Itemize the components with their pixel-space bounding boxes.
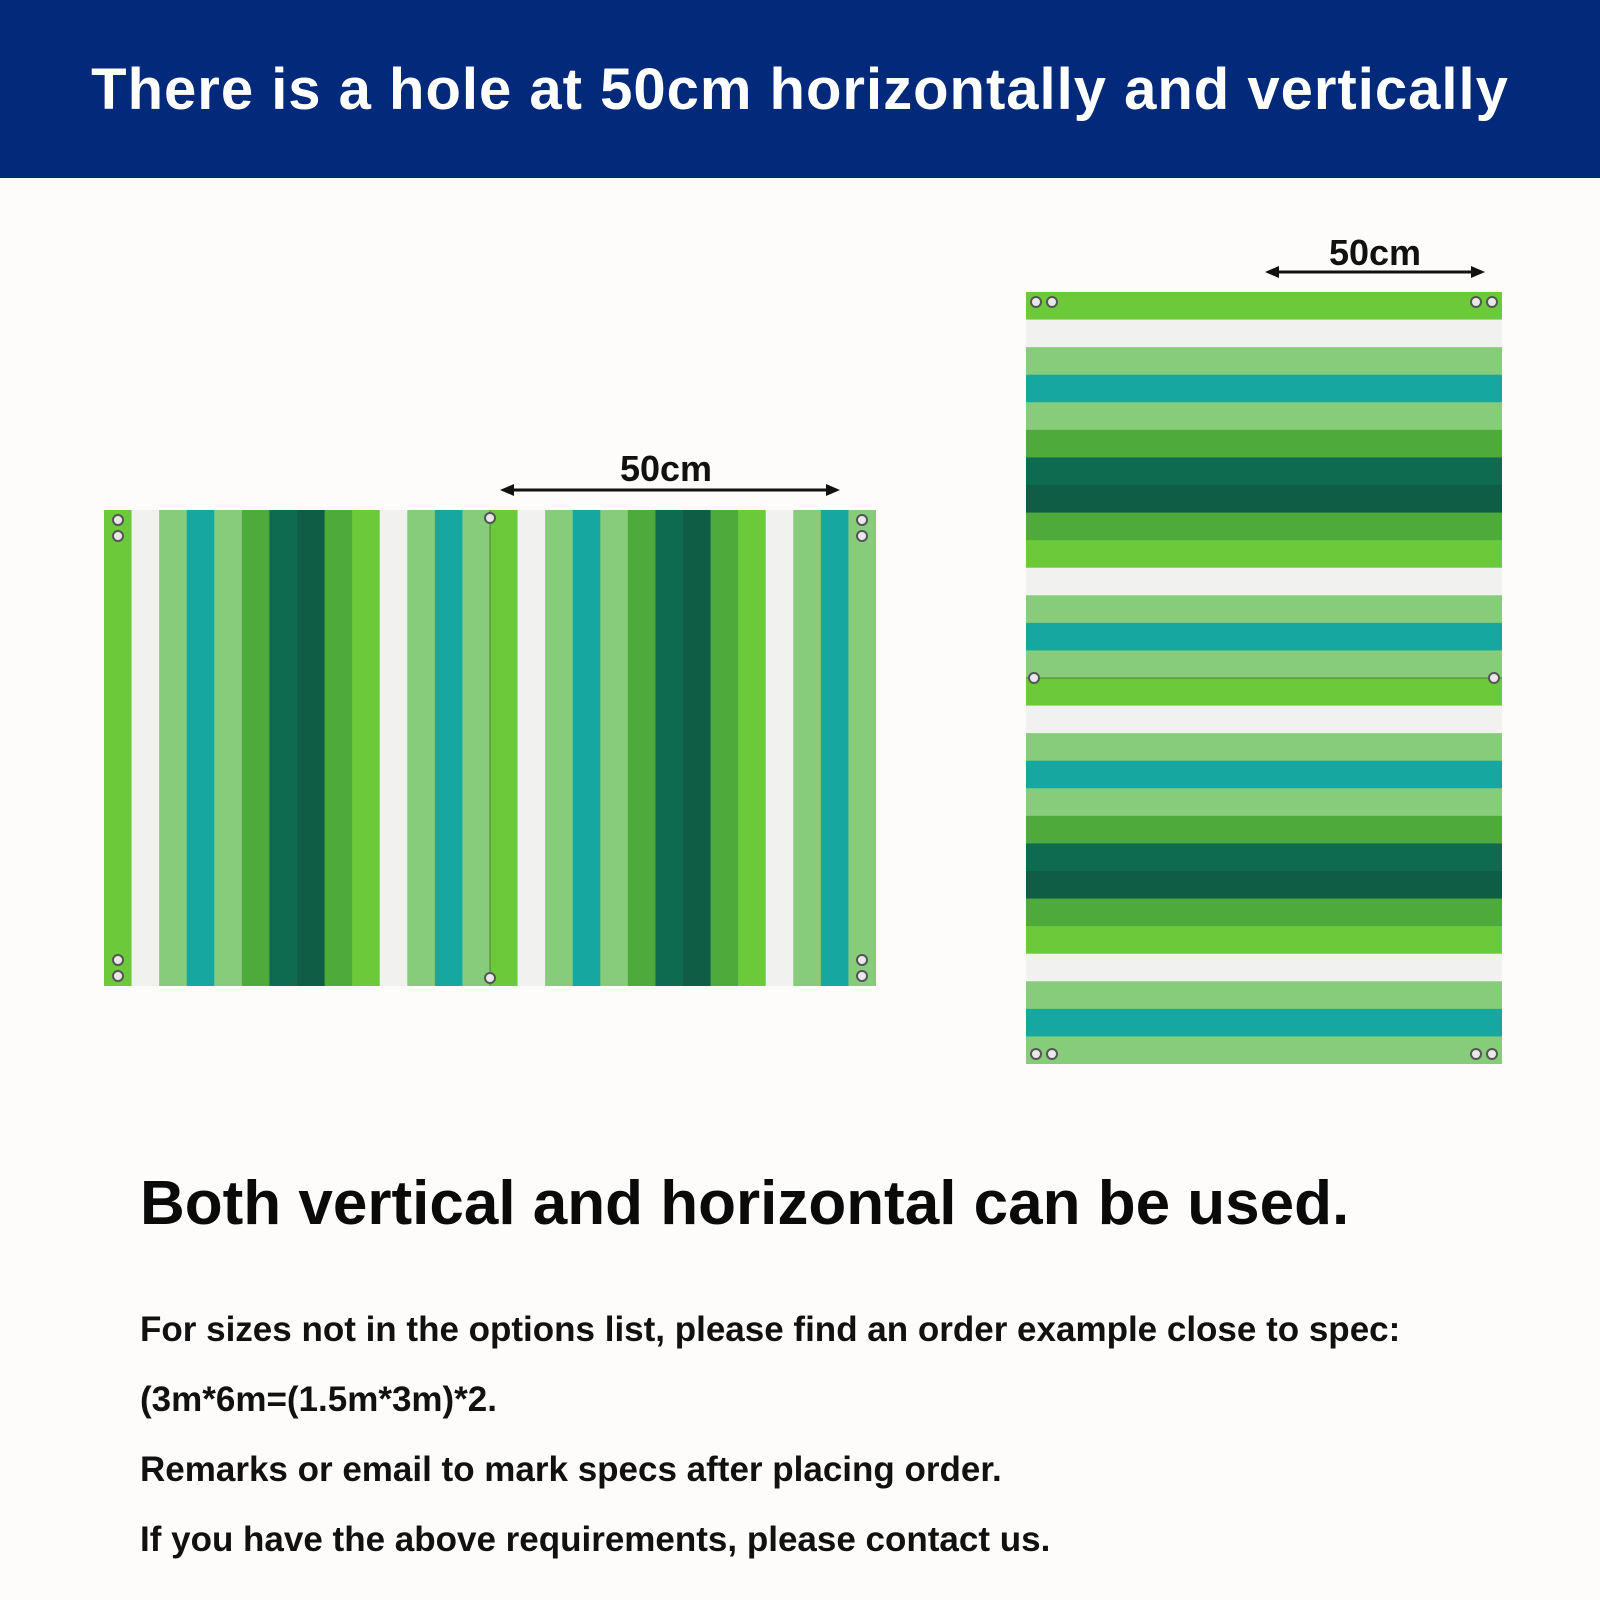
tarp-stripe: [325, 510, 354, 986]
horizontal-dimension-label: 50cm: [619, 448, 713, 489]
tarp-stripe: [214, 510, 243, 986]
tarp-stripe: [1026, 761, 1502, 790]
tarp-stripe: [793, 510, 822, 986]
tarp-stripe: [187, 510, 216, 986]
tarp-stripe: [1026, 1009, 1502, 1038]
horizontal-dimension-arrow: [500, 480, 840, 500]
tarp-stripe: [1026, 981, 1502, 1010]
tarp-stripe: [1026, 430, 1502, 459]
vertical-dimension-label: 50cm: [1328, 232, 1422, 273]
grommet-hole: [857, 531, 867, 541]
tarp-stripe: [545, 510, 574, 986]
tarp-stripe: [462, 510, 491, 986]
grommet-hole: [857, 515, 867, 525]
tarp-stripe: [407, 510, 436, 986]
tarp-stripe: [1026, 706, 1502, 735]
tarp-stripe: [600, 510, 629, 986]
tarp-stripe: [848, 510, 876, 986]
tarp-stripe: [1026, 485, 1502, 514]
grommet-hole: [1031, 297, 1041, 307]
tarp-stripe: [352, 510, 381, 986]
tarp-stripe: [490, 510, 519, 986]
tarp-stripe: [104, 510, 133, 986]
tarp-stripe: [1026, 595, 1502, 624]
tarp-stripe: [1026, 899, 1502, 928]
tarp-stripe: [1026, 926, 1502, 955]
tarp-stripe: [655, 510, 684, 986]
grommet-hole: [1031, 1049, 1041, 1059]
tarp-stripe: [1026, 540, 1502, 569]
tarp-stripe: [380, 510, 409, 986]
tarp-stripe: [1026, 1036, 1502, 1064]
top-banner: [0, 0, 1600, 178]
tarp-stripe: [766, 510, 795, 986]
tarp-stripe: [1026, 954, 1502, 983]
tarp-stripe: [1026, 733, 1502, 762]
tarp-stripe: [1026, 292, 1502, 321]
tarp-stripe: [738, 510, 767, 986]
grommet-hole: [1471, 1049, 1481, 1059]
grommet-hole: [113, 531, 123, 541]
tarp-stripe: [1026, 678, 1502, 707]
grommet-hole: [1047, 297, 1057, 307]
tarp-stripe: [1026, 320, 1502, 349]
grommet-hole: [857, 971, 867, 981]
tarp-stripe: [132, 510, 161, 986]
tarp-stripe: [683, 510, 712, 986]
grommet-hole: [1029, 673, 1039, 683]
tarp-stripe: [1026, 375, 1502, 404]
tarp-stripe: [435, 510, 464, 986]
note-line-3: Remarks or email to mark specs after placing order.: [140, 1450, 1002, 1489]
tarp-stripe: [711, 510, 740, 986]
tarp-stripe: [1026, 871, 1502, 900]
grommet-hole: [1487, 297, 1497, 307]
vertical-tarp-image: [1026, 292, 1502, 1064]
grommet-hole: [113, 971, 123, 981]
tarp-stripe: [1026, 623, 1502, 652]
tarp-stripe: [1026, 402, 1502, 431]
tarp-stripe: [1026, 347, 1502, 376]
grommet-hole: [1487, 1049, 1497, 1059]
grommet-hole: [1471, 297, 1481, 307]
tarp-stripe: [1026, 650, 1502, 679]
usage-headline: Both vertical and horizontal can be used.: [140, 1169, 1350, 1238]
horizontal-tarp-image: [104, 510, 876, 986]
tarp-stripe: [1026, 513, 1502, 542]
tarp-stripe: [269, 510, 298, 986]
grommet-hole: [113, 955, 123, 965]
tarp-stripe: [1026, 457, 1502, 486]
grommet-hole: [1489, 673, 1499, 683]
tarp-stripe: [242, 510, 271, 986]
note-line-1: For sizes not in the options list, please find an order example close to spec:: [140, 1310, 1401, 1349]
tarp-stripe: [1026, 788, 1502, 817]
tarp-stripe: [297, 510, 326, 986]
grommet-hole: [857, 955, 867, 965]
tarp-stripe: [573, 510, 602, 986]
note-line-4: If you have the above requirements, please contact us.: [140, 1520, 1051, 1559]
grommet-hole: [485, 973, 495, 983]
tarp-stripe: [1026, 843, 1502, 872]
grommet-hole: [1047, 1049, 1057, 1059]
tarp-stripe: [1026, 568, 1502, 597]
vertical-dimension-arrow: [1265, 262, 1485, 282]
tarp-stripe: [821, 510, 850, 986]
tarp-stripe: [518, 510, 547, 986]
grommet-hole: [113, 515, 123, 525]
grommet-hole: [485, 513, 495, 523]
tarp-stripe: [1026, 816, 1502, 845]
tarp-stripe: [628, 510, 657, 986]
tarp-stripe: [159, 510, 188, 986]
note-line-2: (3m*6m=(1.5m*3m)*2.: [140, 1380, 497, 1419]
banner-title: There is a hole at 50cm horizontally and vertically: [91, 56, 1509, 122]
